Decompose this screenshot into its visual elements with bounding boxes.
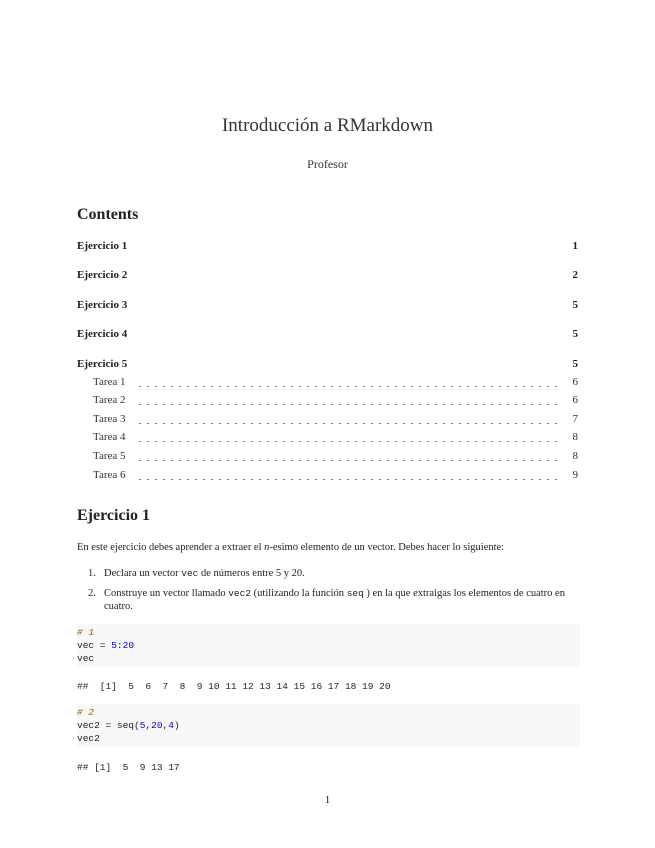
toc-subitem-tarea-3[interactable] [93,413,578,427]
list-item: 2. Construye un vector llamado vec2 (utilizando la función seq ) en la que extraigas los elementos de cuatro en cuatro. [88,588,565,612]
toc-item-label: Ejercicio 1 [77,240,128,252]
toc-heading: Contents [77,206,139,223]
toc-subitem-page: 8 [572,431,578,443]
toc-subitem-tarea-1[interactable] [93,376,578,390]
code-block-2: # 2 vec2 = seq(5,20,4) vec2 [77,704,580,747]
toc-subitem-page: 7 [572,413,578,425]
inline-code: vec [181,568,199,579]
section-heading-ejercicio-1: Ejercicio 1 [77,507,151,524]
list-item: 1. Declara un vector vec de números entre 5 y 20. [88,568,305,579]
toc-dot-leader [136,423,560,424]
toc-item-ejercicio-4[interactable] [77,328,578,342]
toc-item-ejercicio-3[interactable] [77,299,578,313]
code-output-2: ## [1] 5 9 13 17 [77,762,180,773]
toc-subitem-label: Tarea 2 [93,394,126,406]
toc-dot-leader [136,479,560,480]
toc-subitem-label: Tarea 6 [93,469,126,481]
toc-subitem-tarea-2[interactable] [93,394,578,408]
code-comment: # 1 [77,627,95,638]
toc-item-ejercicio-2[interactable] [77,269,578,283]
inline-code: seq [346,588,364,599]
toc-subitem-page: 9 [572,469,578,481]
toc-subitem-label: Tarea 3 [93,413,126,425]
toc-subitem-label: Tarea 5 [93,450,126,462]
code-block-1: # 1 vec = 5:20 vec [77,624,580,667]
toc-item-label: Ejercicio 2 [77,269,128,281]
toc-item-page: 1 [572,240,578,252]
toc-subitem-label: Tarea 4 [93,431,126,443]
toc-subitem-page: 6 [572,376,578,388]
code-output-1: ## [1] 5 6 7 8 9 10 11 12 13 14 15 16 17 18 19 20 [77,681,391,692]
code-comment: # 2 [77,707,95,718]
toc-dot-leader [136,460,560,461]
inline-code: vec2 [228,588,252,599]
toc-item-page: 5 [572,328,578,340]
toc-item-label: Ejercicio 3 [77,299,128,311]
toc-subitem-tarea-5[interactable] [93,450,578,464]
document-title: Introducción a RMarkdown [221,115,434,136]
document-author: Profesor [307,157,348,171]
toc-item-label: Ejercicio 5 [77,358,128,370]
toc-item-page: 5 [572,358,578,370]
page-number: 1 [324,794,331,806]
toc-item-page: 5 [572,299,578,311]
toc-dot-leader [136,386,560,387]
toc-subitem-page: 6 [572,394,578,406]
toc-subitem-page: 8 [572,450,578,462]
toc-dot-leader [136,441,560,442]
toc-subitem-tarea-6[interactable] [93,469,578,483]
toc-item-label: Ejercicio 4 [77,328,128,340]
toc-subitem-tarea-4[interactable] [93,431,578,445]
toc-item-ejercicio-5[interactable] [77,358,578,372]
toc-item-ejercicio-1[interactable] [77,240,578,254]
toc-item-page: 2 [572,269,578,281]
toc-subitem-label: Tarea 1 [93,376,126,388]
toc-dot-leader [136,404,560,405]
section-intro-paragraph: En este ejercicio debes aprender a extraer el n-esimo elemento de un vector. Debes hacer lo siguiente: [77,542,505,553]
